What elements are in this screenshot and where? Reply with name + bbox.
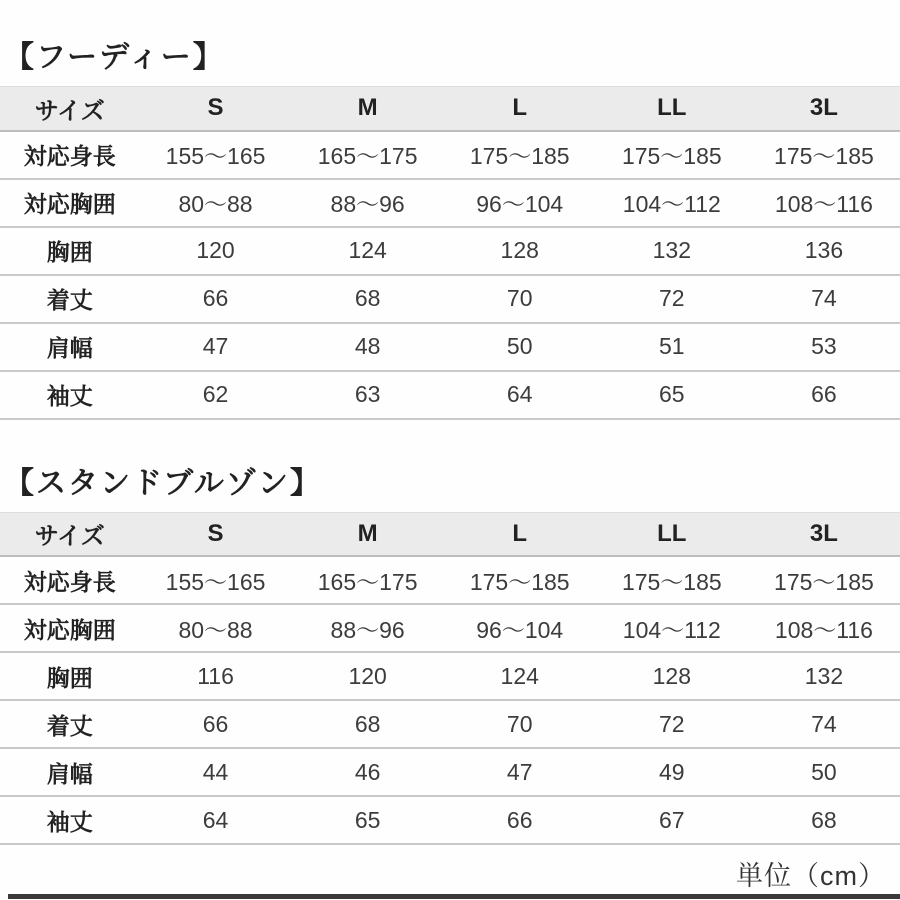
- column-header: 3L: [748, 512, 900, 556]
- cell-value: 80〜88: [139, 604, 291, 652]
- table-title: 【スタンドブルゾン】: [4, 466, 322, 500]
- cell-value: 47: [139, 323, 291, 371]
- table-row: [0, 371, 900, 419]
- cell-value: 175〜185: [596, 131, 748, 179]
- size-table-section: [0, 466, 900, 846]
- cell-value: 44: [139, 748, 291, 796]
- row-label: 着丈: [0, 275, 139, 323]
- cell-value: 96〜104: [444, 604, 596, 652]
- cell-value: 108〜116: [748, 604, 900, 652]
- table-row: [0, 604, 900, 652]
- cell-value: 67: [596, 796, 748, 844]
- table-row: [0, 652, 900, 700]
- cell-value: 132: [748, 652, 900, 700]
- table-row: [0, 556, 900, 604]
- cell-value: 70: [444, 275, 596, 323]
- column-header: L: [444, 87, 596, 131]
- size-column-header: サイズ: [0, 512, 139, 556]
- unit-label: 単位（cm）: [736, 861, 886, 891]
- column-header: M: [292, 87, 444, 131]
- cell-value: 155〜165: [139, 556, 291, 604]
- cell-value: 120: [292, 652, 444, 700]
- header-row: [0, 87, 900, 131]
- cell-value: 88〜96: [292, 604, 444, 652]
- cell-value: 50: [444, 323, 596, 371]
- column-header: LL: [596, 512, 748, 556]
- cell-value: 165〜175: [292, 556, 444, 604]
- column-header: S: [139, 87, 291, 131]
- cell-value: 53: [748, 323, 900, 371]
- cell-value: 175〜185: [748, 131, 900, 179]
- cell-value: 66: [139, 275, 291, 323]
- cell-value: 80〜88: [139, 179, 291, 227]
- cell-value: 65: [292, 796, 444, 844]
- cell-value: 155〜165: [139, 131, 291, 179]
- cell-value: 175〜185: [748, 556, 900, 604]
- row-label: 胸囲: [0, 652, 139, 700]
- cell-value: 66: [748, 371, 900, 419]
- header-row: [0, 512, 900, 556]
- cell-value: 62: [139, 371, 291, 419]
- cell-value: 136: [748, 227, 900, 275]
- cell-value: 64: [444, 371, 596, 419]
- cell-value: 66: [444, 796, 596, 844]
- cell-value: 68: [292, 700, 444, 748]
- row-label: 対応身長: [0, 556, 139, 604]
- size-table: [0, 512, 900, 846]
- table-row: [0, 227, 900, 275]
- column-header: S: [139, 512, 291, 556]
- cell-value: 47: [444, 748, 596, 796]
- row-label: 袖丈: [0, 796, 139, 844]
- size-table: [0, 86, 900, 420]
- row-label: 肩幅: [0, 748, 139, 796]
- cell-value: 65: [596, 371, 748, 419]
- table-row: [0, 179, 900, 227]
- row-label: 肩幅: [0, 323, 139, 371]
- column-header: LL: [596, 87, 748, 131]
- cell-value: 108〜116: [748, 179, 900, 227]
- row-label: 対応身長: [0, 131, 139, 179]
- table-row: [0, 131, 900, 179]
- table-row: [0, 275, 900, 323]
- row-label: 着丈: [0, 700, 139, 748]
- cell-value: 63: [292, 371, 444, 419]
- cell-value: 74: [748, 700, 900, 748]
- cell-value: 46: [292, 748, 444, 796]
- cell-value: 48: [292, 323, 444, 371]
- row-label: 対応胸囲: [0, 179, 139, 227]
- cell-value: 64: [139, 796, 291, 844]
- table-row: [0, 700, 900, 748]
- table-row: [0, 323, 900, 371]
- size-column-header: サイズ: [0, 87, 139, 131]
- cell-value: 175〜185: [444, 131, 596, 179]
- table-row: [0, 796, 900, 844]
- cell-value: 104〜112: [596, 604, 748, 652]
- table-title: 【フーディー】: [4, 41, 225, 74]
- cell-value: 175〜185: [596, 556, 748, 604]
- cell-value: 74: [748, 275, 900, 323]
- cell-value: 68: [292, 275, 444, 323]
- column-header: 3L: [748, 87, 900, 131]
- cell-value: 72: [596, 700, 748, 748]
- cell-value: 88〜96: [292, 179, 444, 227]
- row-label: 胸囲: [0, 227, 139, 275]
- cell-value: 132: [596, 227, 748, 275]
- cropped-next-table-edge: [8, 894, 900, 899]
- column-header: M: [292, 512, 444, 556]
- cell-value: 72: [596, 275, 748, 323]
- cell-value: 104〜112: [596, 179, 748, 227]
- cell-value: 124: [444, 652, 596, 700]
- cell-value: 96〜104: [444, 179, 596, 227]
- table-row: [0, 748, 900, 796]
- cell-value: 165〜175: [292, 131, 444, 179]
- size-table-section: [0, 40, 900, 420]
- cell-value: 116: [139, 652, 291, 700]
- size-tables-container: [0, 40, 900, 845]
- cell-value: 50: [748, 748, 900, 796]
- cell-value: 68: [748, 796, 900, 844]
- cell-value: 51: [596, 323, 748, 371]
- cell-value: 70: [444, 700, 596, 748]
- cell-value: 66: [139, 700, 291, 748]
- row-label: 対応胸囲: [0, 604, 139, 652]
- cell-value: 49: [596, 748, 748, 796]
- cell-value: 120: [139, 227, 291, 275]
- cell-value: 128: [596, 652, 748, 700]
- row-label: 袖丈: [0, 371, 139, 419]
- cell-value: 124: [292, 227, 444, 275]
- cell-value: 128: [444, 227, 596, 275]
- cell-value: 175〜185: [444, 556, 596, 604]
- column-header: L: [444, 512, 596, 556]
